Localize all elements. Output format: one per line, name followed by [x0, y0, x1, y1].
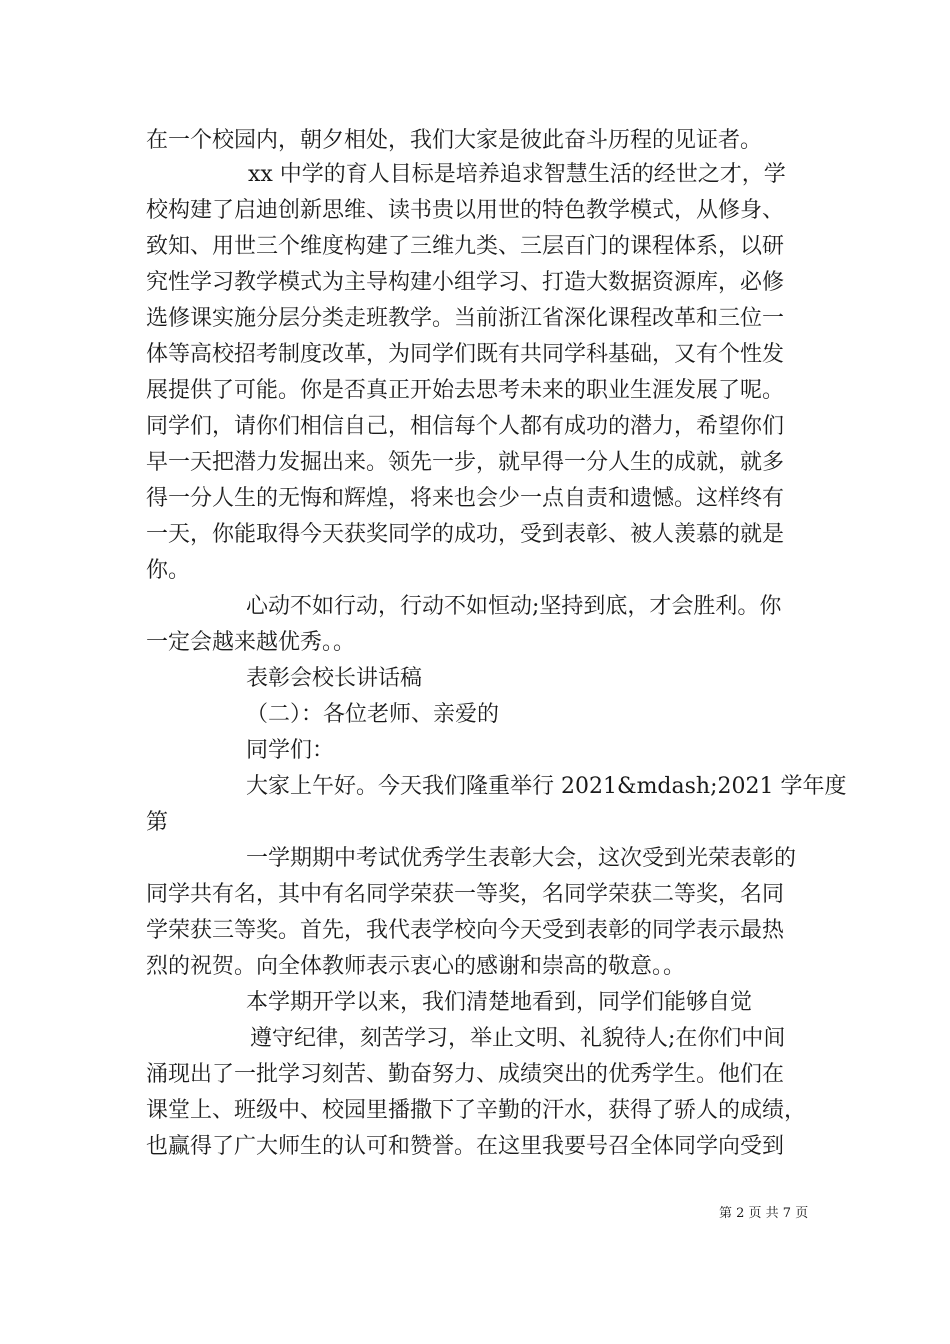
text-line: 选修课实施分层分类走班教学。当前浙江省深化课程改革和三位一 — [146, 306, 785, 331]
text-line: 一天，你能取得今天获奖同学的成功，受到表彰、被人羡慕的就是 — [146, 522, 785, 547]
page-number: 第 2 页 共 7 页 — [719, 1206, 809, 1221]
text-line: 得一分人生的无悔和辉煌，将来也会少一点自责和遗憾。这样终有 — [146, 486, 785, 511]
section-title: 表彰会校长讲话稿 — [246, 666, 423, 691]
text-line: xx 中学的育人目标是培养追求智慧生活的经世之才，学 — [248, 162, 786, 187]
text-line: 学荣获三等奖。首先，我代表学校向今天受到表彰的同学表示最热 — [146, 918, 785, 943]
text-line: 同学们，请你们相信自己，相信每个人都有成功的潜力，希望你们 — [146, 414, 785, 439]
text-line: 涌现出了一批学习刻苦、勤奋努力、成绩突出的优秀学生。他们在 — [146, 1062, 785, 1087]
text-line: 本学期开学以来，我们清楚地看到，同学们能够自觉 — [246, 990, 753, 1015]
text-line: 课堂上、班级中、校园里播撒下了辛勤的汗水，获得了骄人的成绩， — [146, 1098, 807, 1123]
text-line: 也赢得了广大师生的认可和赞誉。在这里我要号召全体同学向受到 — [146, 1134, 785, 1159]
text-line: （二）：各位老师、亲爱的 — [246, 702, 500, 727]
text-line: 展提供了可能。你是否真正开始去思考未来的职业生涯发展了呢。 — [146, 378, 785, 403]
text-line: 一定会越来越优秀。。 — [146, 630, 356, 655]
text-line: 心动不如行动，行动不如恒动;坚持到底，才会胜利。你 — [246, 594, 782, 619]
text-line: 你。 — [146, 558, 191, 583]
text-line: 早一天把潜力发掘出来。领先一步，就早得一分人生的成就，就多 — [146, 450, 785, 475]
text-line: 第 — [146, 810, 169, 835]
text-line: 究性学习教学模式为主导构建小组学习、打造大数据资源库，必修 — [146, 270, 785, 295]
text-line: 一学期期中考试优秀学生表彰大会，这次受到光荣表彰的 — [246, 846, 797, 871]
text-line: 遵守纪律，刻苦学习，举止文明、礼貌待人;在你们中间 — [250, 1026, 786, 1051]
text-line: 大家上午好。今天我们隆重举行 2021&mdash;2021 学年度 — [246, 774, 847, 799]
text-line: 同学们： — [246, 738, 335, 763]
text-line: 烈的祝贺。向全体教师表示衷心的感谢和崇高的敬意。。 — [146, 954, 686, 979]
text-line: 校构建了启迪创新思维、读书贵以用世的特色教学模式，从修身、 — [146, 198, 785, 223]
text-line: 致知、用世三个维度构建了三维九类、三层百门的课程体系，以研 — [146, 234, 785, 259]
text-line: 同学共有名，其中有名同学荣获一等奖，名同学荣获二等奖，名同 — [146, 882, 785, 907]
text-line: 体等高校招考制度改革，为同学们既有共同学科基础，又有个性发 — [146, 342, 785, 367]
text-line: 在一个校园内，朝夕相处，我们大家是彼此奋斗历程的见证者。 — [146, 128, 763, 153]
